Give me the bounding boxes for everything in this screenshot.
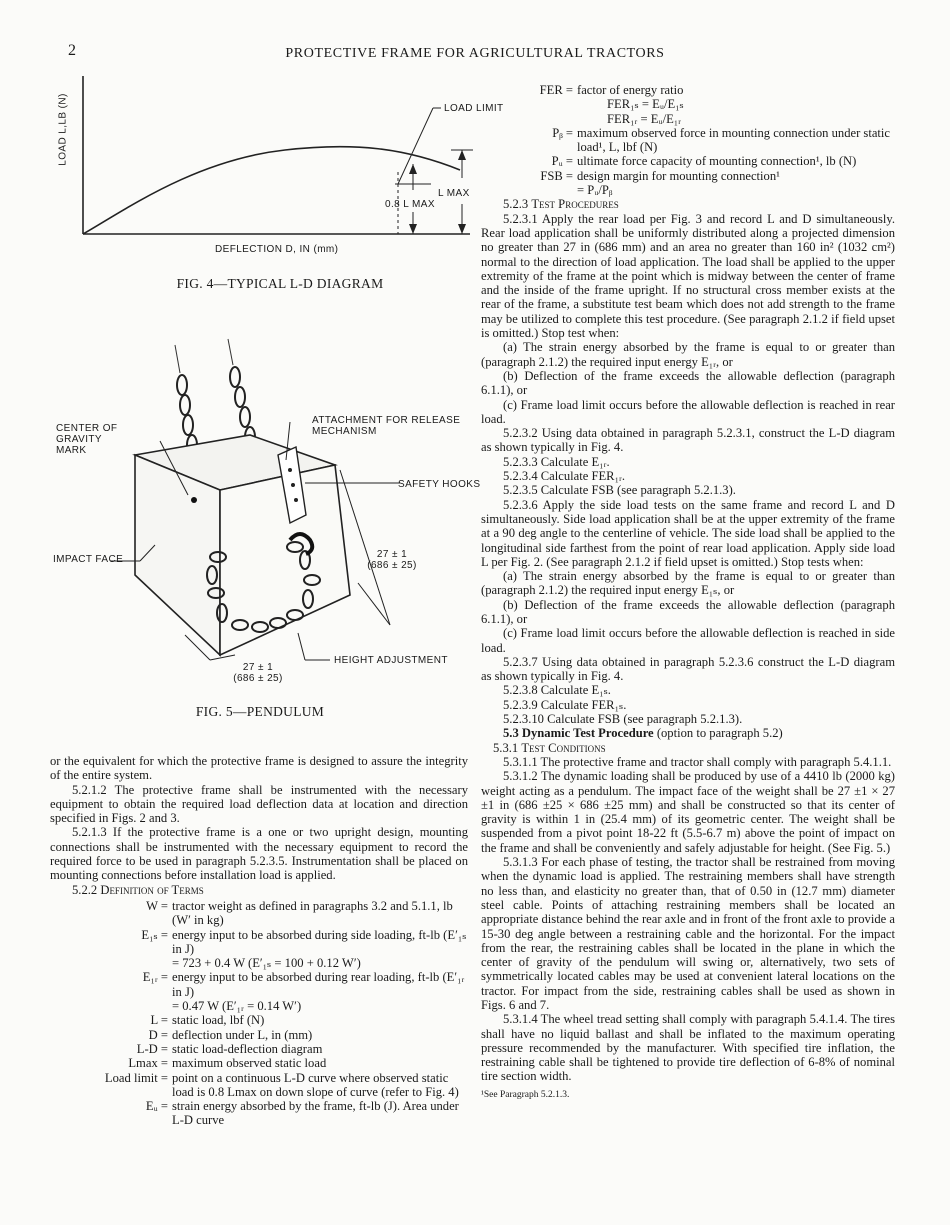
heading-5-3-note: (option to paragraph 5.2) xyxy=(656,726,783,741)
def-row xyxy=(481,169,895,183)
def-row xyxy=(50,1071,468,1100)
def-term: Eᵤ = xyxy=(145,1099,168,1114)
def-desc: energy input to be absorbed during side loading, ft-lb (E′₁ₛ in J) xyxy=(172,927,467,956)
fig5-dim-right xyxy=(362,549,422,571)
definitions-list-right xyxy=(481,83,895,197)
fig5-dim-bottom-in: 27 ± 1 xyxy=(242,662,274,673)
fig4-caption: FIG. 4—TYPICAL L-D DIAGRAM xyxy=(176,276,384,291)
def-term: L-D = xyxy=(136,1041,168,1056)
def-row xyxy=(50,1013,468,1027)
fig5-caption: FIG. 5—PENDULUM xyxy=(195,704,325,719)
def-desc: FER₁ᵣ = Eᵤ/E₁ᵣ xyxy=(607,111,682,126)
def-term: FSB = xyxy=(540,168,573,183)
para-5-3-1-3: 5.3.1.3 For each phase of testing, the tractor shall be restrained from moving when the dynamic load is applied. The restraining members shall have strength no less than, and elasticity no greater than, that of 0.50 in (12.7 mm) diameter steel cable. Points of attaching restraining members shall be located an appropriate distance behind the rear axle and in front of the front axle to provide a 15-30 deg angle between a restraining cable and the horizontal. For the impact from the rear, the restraining cables shall be located in the plane in which the center of gravity of the pendulum will swing or, alternatively, two sets of symmetrically located cables may be used at convenient lateral locations on the tractor. For impact from the side, restraining cables shall be used as shown in Figs. 6 and 7. xyxy=(481,855,895,1012)
fig4-diagram xyxy=(55,70,480,270)
para-5-2-3-3: 5.2.3.3 Calculate E₁ᵣ. xyxy=(503,454,610,469)
def-term xyxy=(481,183,577,197)
def-row xyxy=(50,1042,468,1056)
def-row xyxy=(50,1099,468,1128)
left-column-text xyxy=(50,754,468,1128)
fig4-lmax-label: L MAX xyxy=(438,188,470,199)
heading-5-2-3 xyxy=(481,197,895,211)
para-5-2-3-9: 5.2.3.9 Calculate FER₁ₛ. xyxy=(503,697,627,712)
para-5-2-1-3: 5.2.1.3 If the protective frame is a one or two upright design, mounting connections shall be instrumented with the necessary equipment to record the required force to be used in paragraph 5.2.3.5. Instrumentation shall be placed on mounting connections before installation load is applied. xyxy=(50,825,468,883)
para-5-2-3-2: 5.2.3.2 Using data obtained in paragraph 5.2.3.1, construct the L-D diagram as shown typically in Fig. 4. xyxy=(481,426,895,455)
def-row xyxy=(50,1056,468,1070)
fig4-ld-curve xyxy=(83,147,460,234)
def-term xyxy=(481,97,607,111)
fig5-dim-right-in: 27 ± 1 xyxy=(376,549,408,560)
heading-5-2-2 xyxy=(50,883,468,897)
fig5-dim-bottom-mm: (686 ± 25) xyxy=(233,673,283,684)
def-row xyxy=(481,97,895,111)
para-5-3-1-2: 5.3.1.2 The dynamic loading shall be produced by use of a 4410 lb (2000 kg) weight acting as a pendulum. The impact face of the weight shall be 27 ±1 × 27 ±1 in (686 ±25 × 686 ±25 mm) and shall be constructed so that its center of gravity is within 1 in (25.4 mm) of its geometric center. The weight shall be suspended from a pivot point 18-22 ft (5.5-6.7 m) above the point of impact on the frame and shall be conveniently and safely adjustable for height. (See Fig. 5.) xyxy=(481,769,895,855)
fig5-dim-bottom xyxy=(228,662,288,684)
para-5-2-3-1: 5.2.3.1 Apply the rear load per Fig. 3 and record L and D simultaneously. Rear load application shall be uniformly distributed along a projected dimension no greater than 27 in (686 mm) and an area no greater than 160 in² (1032 cm²) normal to the direction of load application. The load shall be applied to the upper extremity of the frame at the point which is midway between the center of frame and the inside of the frame upright. If no structural cross member exists at the rear of the frame, a substitute test beam which does not add strength to the frame may be utilized to complete this test procedure. (See paragraph 2.1.2 if field upset is omitted.) Stop test when: xyxy=(481,211,895,341)
heading-5-3-title: 5.3 Dynamic Test Procedure xyxy=(503,726,654,741)
heading-5-2-2-number: 5.2.2 xyxy=(72,882,98,897)
fig4-08lmax-label: 0.8 L MAX xyxy=(385,199,435,210)
def-term xyxy=(50,999,172,1013)
heading-5-3-1-title: Test Conditions xyxy=(521,740,606,755)
def-term: E₁ᵣ = xyxy=(142,970,168,985)
def-desc: = Pᵤ/Pᵦ xyxy=(577,183,613,198)
def-desc: energy input to be absorbed during rear loading, ft-lb (E′₁ᵣ in J) xyxy=(172,970,465,999)
para-5-3-1-1: 5.3.1.1 The protective frame and tractor shall comply with paragraph 5.4.1.1. xyxy=(503,754,892,769)
fig5-impact-label: IMPACT FACE xyxy=(53,554,124,565)
fig5-cg-dot xyxy=(191,497,197,503)
def-desc: point on a continuous L-D curve where observed static load is 0.8 Lmax on down slope of curve (refer to Fig. 4) xyxy=(172,1070,459,1099)
def-desc: deflection under L, in (mm) xyxy=(172,1027,313,1042)
def-row xyxy=(50,1028,468,1042)
fig5-cg-label: CENTER OF GRAVITY MARK xyxy=(56,423,118,456)
def-desc: = 723 + 0.4 W (E′₁ₛ = 100 + 0.12 W′) xyxy=(172,956,361,971)
def-row xyxy=(481,154,895,168)
para-5-2-3-10: 5.2.3.10 Calculate FSB (see paragraph 5.2.1.3). xyxy=(503,712,743,727)
heading-5-3-1-number: 5.3.1 xyxy=(493,740,519,755)
def-row xyxy=(481,126,895,155)
def-term xyxy=(50,956,172,970)
para-5-2-3-1-c: (c) Frame load limit occurs before the allowable deflection is reached in rear load. xyxy=(481,397,895,426)
fig4-x-axis-label: DEFLECTION D, IN (mm) xyxy=(215,244,339,255)
def-row xyxy=(50,999,468,1013)
fig5-left-chain xyxy=(177,375,197,455)
def-desc: = 0.47 W (E′₁ᵣ = 0.14 W′) xyxy=(172,999,302,1014)
para-5-2-3-4: 5.2.3.4 Calculate FER₁ᵣ. xyxy=(503,469,626,484)
para-5-2-3-6: 5.2.3.6 Apply the side load tests on the same frame and record L and D simultaneously. Side load application shall be at the upper extremity of the frame at a 90 deg angle to the centerline of vehicle. The side load shall be applied to the longitudinal side farthest from the point of rear load application. Apply side load L per Fig. 2. (See paragraph 2.1.2 if field upset is omitted.) Stop tests when: xyxy=(481,497,895,569)
def-desc: design margin for mounting connection¹ xyxy=(577,168,780,183)
fig5-dim-right-mm: (686 ± 25) xyxy=(367,560,417,571)
fig4-y-axis-label: LOAD L,LB (N) xyxy=(57,93,69,166)
def-term: E₁ₛ = xyxy=(141,927,168,942)
heading-5-2-3-number: 5.2.3 xyxy=(503,197,529,212)
def-term xyxy=(481,112,607,126)
page-number: 2 xyxy=(68,42,76,59)
def-term: D = xyxy=(148,1027,168,1042)
def-term: L = xyxy=(150,1013,168,1028)
heading-5-2-3-title: Test Procedures xyxy=(531,197,619,212)
para-5-2-3-6-c: (c) Frame load limit occurs before the allowable deflection is reached in side load. xyxy=(481,626,895,655)
def-desc: tractor weight as defined in paragraphs 3.2 and 5.1.1, lb (W′ in kg) xyxy=(172,898,453,928)
def-desc: ultimate force capacity of mounting connection¹, lb (N) xyxy=(577,154,857,169)
def-term: Pᵦ = xyxy=(552,125,573,140)
def-term: Lmax = xyxy=(128,1056,168,1071)
heading-5-3 xyxy=(481,726,895,740)
running-head: PROTECTIVE FRAME FOR AGRICULTURAL TRACTORS xyxy=(285,46,665,61)
para-5-2-3-8: 5.2.3.8 Calculate E₁ₛ. xyxy=(503,683,611,698)
def-term: Load limit = xyxy=(104,1070,168,1085)
fig4-load-limit-label: LOAD LIMIT xyxy=(444,103,504,114)
para-5-2-3-6-a: (a) The strain energy absorbed by the frame is equal to or greater than (paragraph 2.1.2) the required input energy E₁ₛ, or xyxy=(481,569,895,598)
def-row xyxy=(481,83,895,97)
footnote: ¹See Paragraph 5.2.1.3. xyxy=(481,1089,570,1100)
para-5-2-3-1-b: (b) Deflection of the frame exceeds the allowable deflection (paragraph 6.1.1), or xyxy=(481,368,895,398)
def-desc: FER₁ₛ = Eᵤ/E₁ₛ xyxy=(607,97,684,112)
def-row xyxy=(481,183,895,197)
para-5-2-1-2: 5.2.1.2 The protective frame shall be instrumented with the necessary equipment to obtain the required load deflection data at location and direction specified in Figs. 2 and 3. xyxy=(50,782,468,826)
def-row xyxy=(50,956,468,970)
def-desc: static load, lbf (N) xyxy=(172,1013,265,1028)
def-desc: factor of energy ratio xyxy=(577,83,684,97)
para-5-2-3-1-a: (a) The strain energy absorbed by the frame is equal to or greater than (paragraph 2.1.2) the required input energy E₁ᵣ, or xyxy=(481,340,895,369)
def-row xyxy=(50,970,468,999)
def-row xyxy=(481,112,895,126)
para-5-2-3-6-b: (b) Deflection of the frame exceeds the allowable deflection (paragraph 6.1.1), or xyxy=(481,597,895,626)
def-desc: strain energy absorbed by the frame, ft-lb (J). Area under L-D curve xyxy=(172,1099,459,1128)
def-desc: static load-deflection diagram xyxy=(172,1041,323,1056)
fig5-box-left xyxy=(135,455,220,655)
right-column-text xyxy=(481,83,895,1102)
fig5-attach-label: ATTACHMENT FOR RELEASE MECHANISM xyxy=(312,415,461,437)
def-desc: maximum observed force in mounting connection under static load¹, L, lbf (N) xyxy=(577,125,891,155)
heading-5-2-2-title: Definition of Terms xyxy=(100,882,204,897)
def-term: W = xyxy=(146,898,168,913)
def-row xyxy=(50,928,468,957)
definitions-list-left xyxy=(50,899,468,1128)
def-desc: maximum observed static load xyxy=(172,1056,327,1071)
fig5-hooks-label: SAFETY HOOKS xyxy=(398,479,481,490)
def-term: FER = xyxy=(539,83,573,97)
para-continuation: or the equivalent for which the protective frame is designed to assure the integrity of the entire system. xyxy=(50,754,468,783)
def-term: Pᵤ = xyxy=(551,154,573,169)
def-row xyxy=(50,899,468,928)
para-5-3-1-4: 5.3.1.4 The wheel tread setting shall comply with paragraph 5.4.1.4. The tires shall have no liquid ballast and shall be inflated to the maximum operating pressure recommended by the manufacturer. With specified tire inflation, the restraining cable shall be tightened to provide tire deflection of 6-8% of nominal tire section width. xyxy=(481,1012,895,1084)
fig5-pendulum-drawing xyxy=(100,335,460,685)
heading-5-3-1 xyxy=(481,741,895,755)
para-5-2-3-5: 5.2.3.5 Calculate FSB (see paragraph 5.2.1.3). xyxy=(503,483,736,498)
fig5-height-label: HEIGHT ADJUSTMENT xyxy=(334,655,448,666)
para-5-2-3-7: 5.2.3.7 Using data obtained in paragraph 5.2.3.6 construct the L-D diagram as shown typically in Fig. 4. xyxy=(481,654,895,684)
